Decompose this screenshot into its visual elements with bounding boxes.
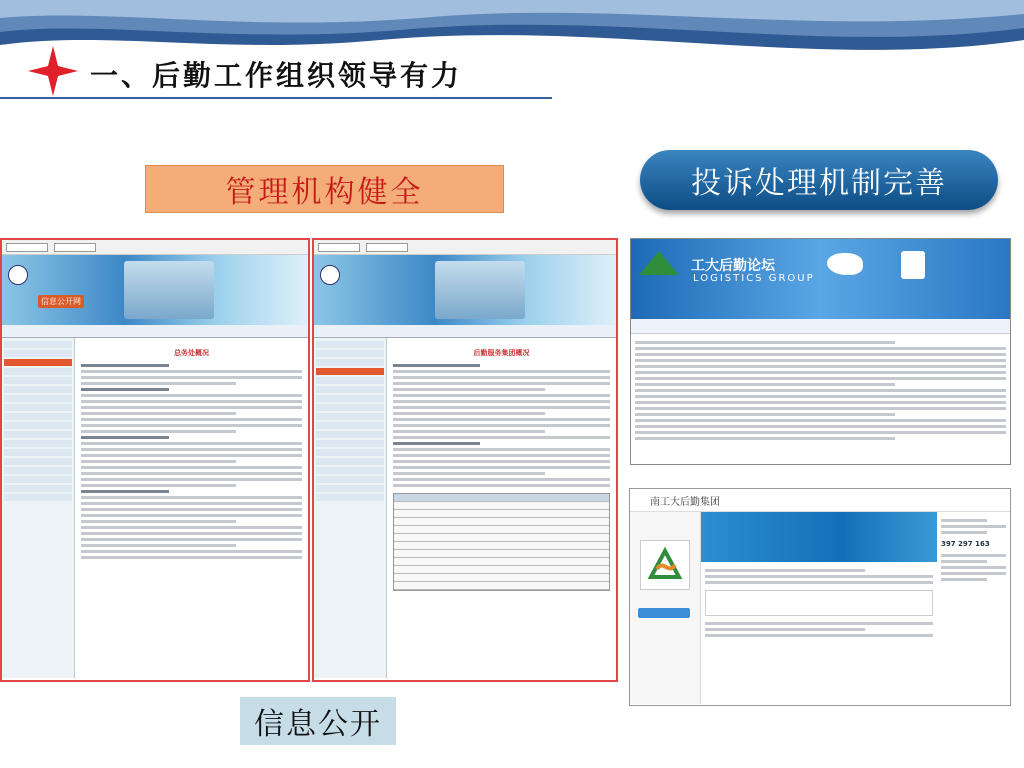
university-logo-icon <box>320 265 340 285</box>
management-label: 管理机构健全 <box>145 165 504 213</box>
building-image <box>124 261 214 319</box>
weibo-screenshot <box>629 488 1011 706</box>
info-disclosure-label: 信息公开 <box>240 697 396 745</box>
complaint-label: 投诉处理机制完善 <box>640 150 998 210</box>
logistics-logo-icon <box>640 540 690 590</box>
weibo-left-panel <box>630 512 701 704</box>
logistics-forum-screenshot <box>630 238 1011 465</box>
post-input[interactable] <box>705 590 933 616</box>
portal-content <box>75 338 308 678</box>
university-logo-icon <box>901 251 925 279</box>
follow-button[interactable] <box>638 608 690 618</box>
portal-sidebar <box>314 338 387 678</box>
page-title: 后勤服务集团概况 <box>473 349 530 357</box>
logistics-portal-screenshot <box>312 238 618 682</box>
forum-subtitle: LOGISTICS GROUP <box>693 273 815 284</box>
weibo-right-panel <box>937 512 1010 704</box>
forum-logo-icon <box>639 251 679 291</box>
info-portal-screenshot <box>0 238 310 682</box>
weibo-banner <box>701 512 937 562</box>
forum-post-bar <box>631 319 1010 334</box>
university-logo-icon <box>8 265 28 285</box>
title-underline <box>0 97 552 99</box>
red-star-icon <box>28 46 78 96</box>
forum-post-content <box>631 334 1010 447</box>
building-image <box>435 261 525 319</box>
weibo-stats: 397 297 163 <box>941 540 990 548</box>
weibo-account-name: 南工大后勤集团 <box>630 489 1010 512</box>
screenshot-toolbar <box>314 240 616 255</box>
dove-icon <box>827 253 863 275</box>
portal-nav <box>314 325 616 338</box>
slide-title: 一、后勤工作组织领导有力 <box>90 59 463 92</box>
portal-nav <box>2 325 308 338</box>
portal-tag: 信息公开网 <box>38 295 84 308</box>
portal-banner <box>314 255 616 325</box>
portal-banner <box>2 255 308 325</box>
portal-sidebar <box>2 338 75 678</box>
contact-table <box>393 493 610 591</box>
page-title: 总务处概况 <box>174 349 209 357</box>
forum-banner <box>631 239 1010 319</box>
portal-content <box>387 338 616 678</box>
screenshot-toolbar <box>2 240 308 255</box>
forum-title: 工大后勤论坛 <box>691 258 775 274</box>
